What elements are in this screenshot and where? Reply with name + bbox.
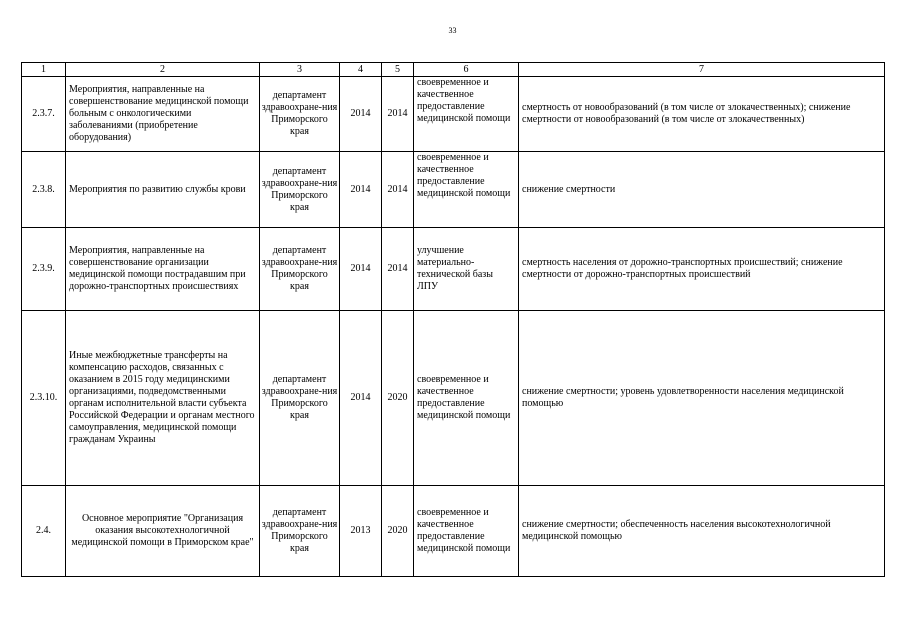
start-year: 2014 (340, 152, 382, 228)
column-header: 7 (519, 63, 885, 77)
row-number: 2.3.8. (22, 152, 66, 228)
activity-name: Иные межбюджетные трансферты на компенсацию расходов, связанных с оказанием в 2015 году медицинскими организациями, подведомственными органам исполнительной власти субъекта Российской Федерации и органам местного самоуправления, медицинской помощи гражданам Украины (66, 311, 260, 486)
end-year: 2020 (382, 311, 414, 486)
table-row (22, 486, 885, 577)
activity-name: Мероприятия, направленные на совершенствование медицинской помощи больным с онкологическими заболеваниями (приобретение оборудования) (66, 77, 260, 152)
program-activities-table (21, 62, 885, 577)
activity-name: Мероприятия по развитию службы крови (66, 152, 260, 228)
start-year: 2014 (340, 228, 382, 311)
indicators: снижение смертности; уровень удовлетворенности населения медицинской помощью (519, 311, 885, 486)
column-header: 4 (340, 63, 382, 77)
expected-result: своевременное и качественное предоставление медицинской помощи (414, 152, 519, 228)
column-header: 5 (382, 63, 414, 77)
expected-result: своевременное и качественное предоставление медицинской помощи (414, 486, 519, 577)
column-header: 3 (260, 63, 340, 77)
table-row (22, 311, 885, 486)
column-number-row (22, 63, 885, 77)
column-header: 2 (66, 63, 260, 77)
executor: департамент здравоохране-ния Приморского края (260, 77, 340, 152)
row-number: 2.3.9. (22, 228, 66, 311)
row-number: 2.4. (22, 486, 66, 577)
table-row (22, 77, 885, 152)
column-header: 1 (22, 63, 66, 77)
end-year: 2020 (382, 486, 414, 577)
indicators: снижение смертности; обеспеченность населения высокотехнологичной медицинской помощью (519, 486, 885, 577)
executor: департамент здравоохране-ния Приморского края (260, 486, 340, 577)
end-year: 2014 (382, 77, 414, 152)
activity-name: Основное мероприятие "Организация оказания высокотехнологичной медицинской помощи в Приморском крае" (66, 486, 260, 577)
row-number: 2.3.7. (22, 77, 66, 152)
end-year: 2014 (382, 228, 414, 311)
page-number: 33 (448, 26, 457, 35)
executor: департамент здравоохране-ния Приморского края (260, 311, 340, 486)
column-header: 6 (414, 63, 519, 77)
executor: департамент здравоохране-ния Приморского края (260, 152, 340, 228)
expected-result: улучшение материально-технической базы ЛПУ (414, 228, 519, 311)
executor: департамент здравоохране-ния Приморского края (260, 228, 340, 311)
row-number: 2.3.10. (22, 311, 66, 486)
indicators: снижение смертности (519, 152, 885, 228)
expected-result: своевременное и качественное предоставление медицинской помощи (414, 77, 519, 152)
table-row (22, 152, 885, 228)
activity-name: Мероприятия, направленные на совершенствование организации медицинской помощи пострадавшим при дорожно-транспортных происшествиях (66, 228, 260, 311)
table-row (22, 228, 885, 311)
start-year: 2013 (340, 486, 382, 577)
indicators: смертность населения от дорожно-транспортных происшествий; снижение смертности от дорожно-транспортных происшествий (519, 228, 885, 311)
start-year: 2014 (340, 77, 382, 152)
start-year: 2014 (340, 311, 382, 486)
expected-result: своевременное и качественное предоставление медицинской помощи (414, 311, 519, 486)
end-year: 2014 (382, 152, 414, 228)
indicators: смертность от новообразований (в том числе от злокачественных); снижение смертности от новообразований (в том числе от злокачественных) (519, 77, 885, 152)
